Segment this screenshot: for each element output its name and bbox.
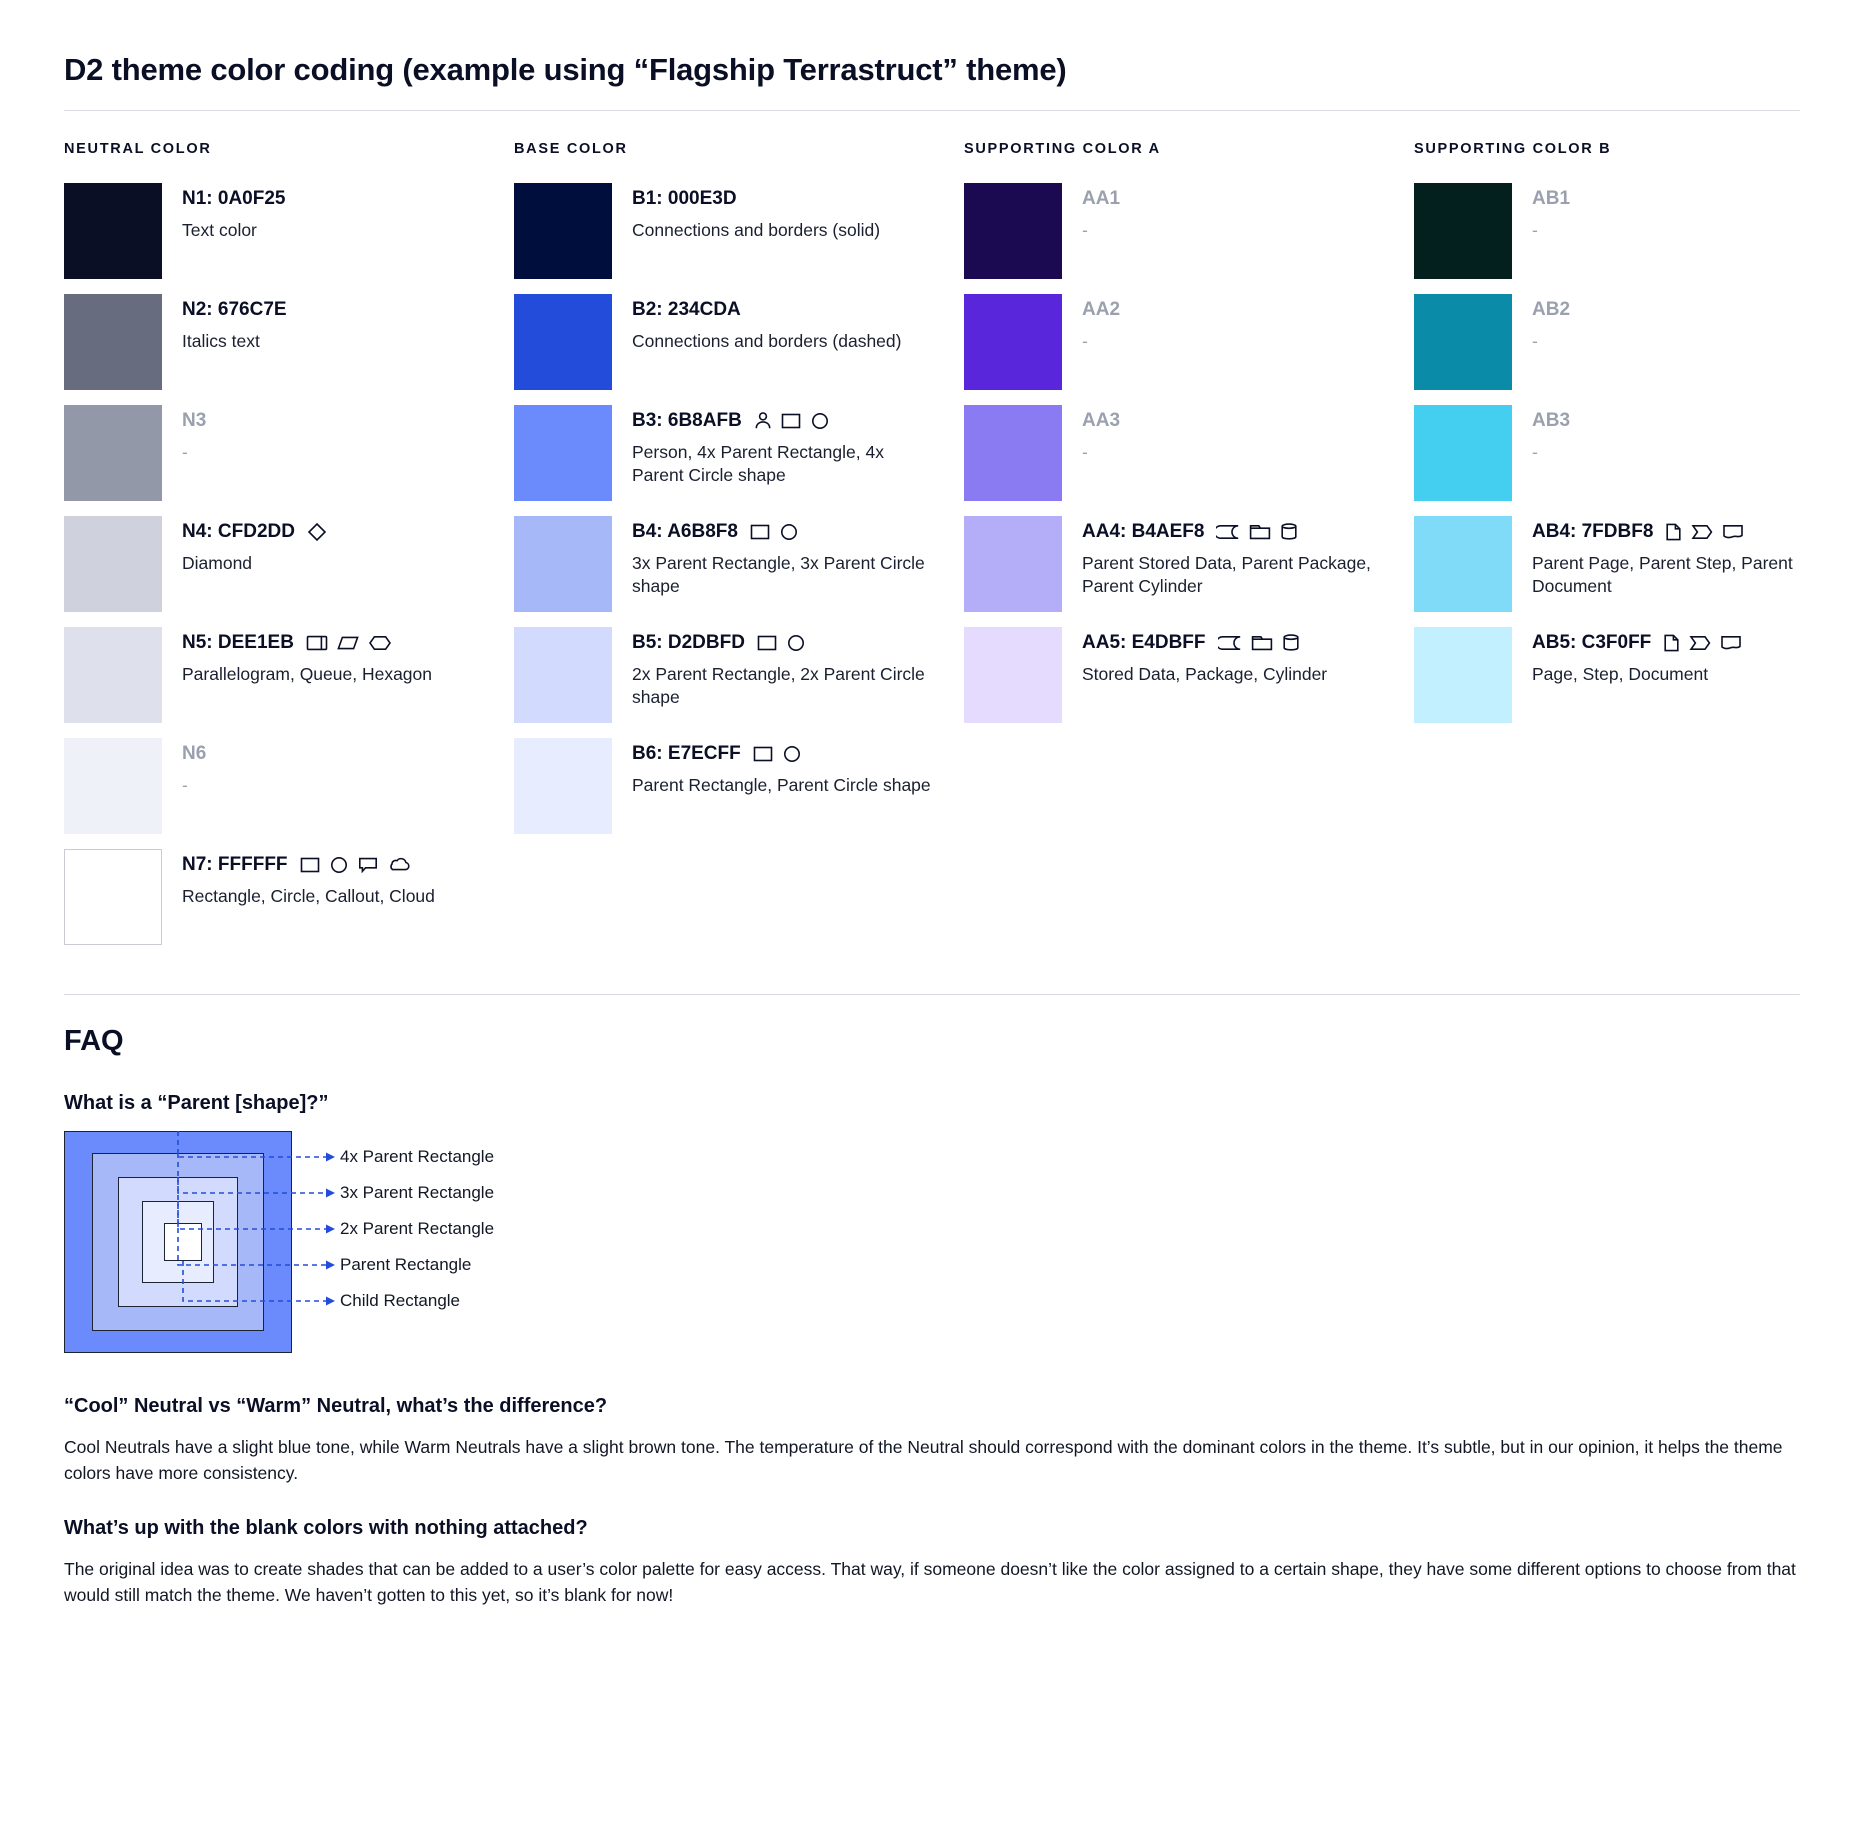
step-icon — [1691, 523, 1713, 541]
rectangle-icon — [757, 634, 777, 652]
person-icon — [754, 411, 772, 430]
faq-item-blank-colors — [64, 1517, 1800, 1609]
shape-icon-group — [306, 634, 392, 652]
shape-icon-group — [750, 523, 799, 541]
color-swatch — [964, 294, 1062, 390]
shape-icon-group — [300, 856, 411, 874]
swatch-description: - — [1532, 330, 1538, 351]
swatch-info — [1062, 405, 1120, 464]
swatch-description: Parent Page, Parent Step, Parent Document — [1532, 552, 1793, 597]
color-swatch-row — [64, 516, 514, 612]
shape-icon-group — [1216, 522, 1298, 541]
swatch-description: Rectangle, Circle, Callout, Cloud — [182, 885, 435, 906]
swatch-info — [612, 516, 932, 599]
color-swatch — [64, 405, 162, 501]
swatch-code: AA5: E4DBFF — [1082, 632, 1206, 653]
faq-question-3: What’s up with the blank colors with nothing attached? — [64, 1516, 588, 1539]
swatch-description: Stored Data, Package, Cylinder — [1082, 663, 1328, 684]
swatch-label — [632, 742, 931, 766]
swatch-code: N5: DEE1EB — [182, 632, 294, 653]
faq-answer-2: Cool Neutrals have a slight blue tone, while Warm Neutrals have a slight brown tone. The temperature of the Neutral should correspond with the dominant colors in the theme. It’s subtle, but in our opinion, it helps the theme colors have more consistency. — [64, 1437, 1783, 1484]
color-swatch-row — [514, 516, 964, 612]
swatch-description: - — [182, 441, 188, 462]
diagram-label: Child Rectangle — [340, 1291, 461, 1310]
swatch-code: AB1 — [1532, 188, 1571, 209]
swatch-info — [162, 516, 327, 575]
step-icon — [1689, 634, 1711, 652]
color-swatch-row — [64, 738, 514, 834]
color-swatch — [64, 627, 162, 723]
swatch-description: Italics text — [182, 330, 260, 351]
color-swatch-row — [514, 294, 964, 390]
swatch-info — [1062, 627, 1327, 686]
swatch-code: N1: 0A0F25 — [182, 188, 286, 209]
color-swatch-row — [514, 738, 964, 834]
color-column — [514, 141, 964, 960]
color-swatch-row — [1414, 294, 1864, 390]
swatch-info — [162, 294, 287, 353]
color-swatch — [1414, 405, 1512, 501]
shape-icon-group — [753, 745, 802, 763]
rectangle-icon — [750, 523, 770, 541]
diagram-label: 2x Parent Rectangle — [340, 1219, 495, 1238]
swatch-label — [1082, 409, 1120, 433]
column-heading: BASE COLOR — [514, 141, 628, 157]
swatch-code: B4: A6B8F8 — [632, 521, 738, 542]
swatch-label — [1532, 187, 1570, 211]
cloud-icon — [387, 856, 411, 874]
color-swatch-row — [964, 405, 1414, 501]
swatch-label — [182, 520, 327, 544]
swatch-label — [1082, 187, 1120, 211]
swatch-label — [182, 298, 287, 322]
color-swatch-row — [1414, 183, 1864, 279]
color-swatch-row — [64, 294, 514, 390]
swatch-label — [1532, 631, 1742, 655]
swatch-description: - — [1532, 219, 1538, 240]
color-swatch — [1414, 627, 1512, 723]
color-swatch — [1414, 183, 1512, 279]
rectangle-icon — [300, 856, 320, 874]
swatch-info — [1062, 294, 1120, 353]
faq-heading: FAQ — [64, 1025, 124, 1057]
swatch-label — [1082, 298, 1120, 322]
swatch-label — [182, 409, 206, 433]
color-swatch-row — [514, 627, 964, 723]
circle-icon — [782, 745, 802, 763]
swatch-label — [1082, 631, 1327, 655]
color-swatch-row — [964, 627, 1414, 723]
swatch-code: AB4: 7FDBF8 — [1532, 521, 1654, 542]
faq-item-parent-shape — [64, 1092, 1800, 1353]
diamond-icon — [307, 522, 327, 542]
swatch-info — [1062, 183, 1120, 242]
diagram-label: Parent Rectangle — [340, 1255, 472, 1274]
color-swatch — [964, 183, 1062, 279]
swatch-info — [612, 294, 901, 353]
shape-icon-group — [1663, 633, 1742, 653]
color-swatch-row — [1414, 516, 1864, 612]
page-icon — [1665, 522, 1682, 542]
shape-icon-group — [1218, 633, 1300, 652]
circle-icon — [786, 634, 806, 652]
page-icon — [1663, 633, 1680, 653]
swatch-description: 2x Parent Rectangle, 2x Parent Circle shape — [632, 663, 925, 708]
color-swatch-row — [64, 405, 514, 501]
swatch-code: AA4: B4AEF8 — [1082, 521, 1205, 542]
color-swatch-row — [64, 627, 514, 723]
color-swatch — [964, 516, 1062, 612]
cylinder-icon — [1280, 522, 1298, 541]
swatch-description: - — [1082, 441, 1088, 462]
title-divider — [64, 110, 1800, 111]
swatch-code: B1: 000E3D — [632, 188, 737, 209]
swatch-description: Diamond — [182, 552, 253, 573]
swatch-info — [612, 405, 932, 488]
swatch-info — [1512, 405, 1570, 464]
color-swatch-row — [64, 849, 514, 945]
color-swatch-row — [964, 183, 1414, 279]
swatch-label — [632, 409, 932, 433]
color-swatch — [514, 627, 612, 723]
swatch-label — [1532, 520, 1832, 544]
package-icon — [1249, 523, 1271, 541]
swatch-description: - — [1082, 330, 1088, 351]
rectangle-icon — [753, 745, 773, 763]
color-swatch — [514, 738, 612, 834]
swatch-info — [612, 627, 932, 710]
circle-icon — [779, 523, 799, 541]
swatch-code: AA3 — [1082, 410, 1121, 431]
swatch-code: N3 — [182, 410, 207, 431]
queue-icon — [306, 634, 328, 652]
swatch-description: - — [1082, 219, 1088, 240]
swatch-code: AA1 — [1082, 188, 1121, 209]
shape-icon-group — [1665, 522, 1744, 542]
swatch-code: B6: E7ECFF — [632, 743, 741, 764]
swatch-info — [1512, 183, 1570, 242]
swatch-description: 3x Parent Rectangle, 3x Parent Circle shape — [632, 552, 925, 597]
faq-question-1: What is a “Parent [shape]?” — [64, 1092, 329, 1114]
swatch-description: Page, Step, Document — [1532, 663, 1709, 684]
column-heading: SUPPORTING COLOR B — [1414, 141, 1612, 157]
swatch-info — [1062, 516, 1382, 599]
swatch-code: N6 — [182, 743, 207, 764]
shape-icon-group — [754, 411, 830, 430]
rectangle-icon — [781, 412, 801, 430]
swatch-label — [632, 298, 901, 322]
swatch-info — [612, 183, 880, 242]
faq-question-2: “Cool” Neutral vs “Warm” Neutral, what’s the difference? — [64, 1395, 608, 1417]
swatch-label — [632, 187, 880, 211]
swatch-info — [1512, 294, 1570, 353]
swatch-code: AB3 — [1532, 410, 1571, 431]
faq-item-cool-warm — [64, 1395, 1800, 1487]
callout-icon — [358, 856, 378, 874]
shape-icon-group — [757, 634, 806, 652]
swatch-label — [182, 742, 206, 766]
swatch-info — [162, 738, 206, 797]
swatch-description: Parent Stored Data, Parent Package, Parent Cylinder — [1082, 552, 1371, 597]
swatch-info — [1512, 627, 1742, 686]
faq-answer-3: The original idea was to create shades that can be added to a user’s color palette for easy access. That way, if someone doesn’t like the color assigned to a certain shape, they have some different options to choose from that would still match the theme. We haven’t gotten to this yet, so it’s blank for now! — [64, 1558, 1796, 1605]
color-swatch — [64, 849, 162, 945]
color-swatch — [964, 627, 1062, 723]
swatch-info — [612, 738, 931, 797]
diagram-label: 3x Parent Rectangle — [340, 1183, 495, 1202]
circle-icon — [810, 412, 830, 430]
color-swatch — [64, 294, 162, 390]
color-swatch — [514, 405, 612, 501]
document-icon — [1720, 634, 1742, 652]
faq-divider — [64, 994, 1800, 995]
package-icon — [1251, 634, 1273, 652]
swatch-code: AB5: C3F0FF — [1532, 632, 1652, 653]
color-swatch — [64, 183, 162, 279]
color-swatch-row — [514, 405, 964, 501]
swatch-code: N4: CFD2DD — [182, 521, 295, 542]
color-swatch-row — [964, 294, 1414, 390]
swatch-description: - — [1532, 441, 1538, 462]
color-swatch-row — [514, 183, 964, 279]
swatch-label — [1532, 298, 1570, 322]
swatch-description: - — [182, 774, 188, 795]
color-column — [1414, 141, 1864, 960]
color-swatch — [1414, 516, 1512, 612]
column-heading: NEUTRAL COLOR — [64, 141, 212, 157]
stored-data-icon — [1218, 634, 1242, 652]
color-columns — [64, 141, 1800, 960]
column-heading: SUPPORTING COLOR A — [964, 141, 1161, 157]
cylinder-icon — [1282, 633, 1300, 652]
shape-icon-group — [307, 522, 327, 542]
swatch-code: B3: 6B8AFB — [632, 410, 742, 431]
color-swatch-row — [64, 183, 514, 279]
color-swatch-row — [964, 516, 1414, 612]
swatch-info — [162, 849, 435, 908]
swatch-code: B5: D2DBFD — [632, 632, 745, 653]
swatch-label — [182, 853, 435, 877]
color-swatch — [64, 738, 162, 834]
swatch-code: AA2 — [1082, 299, 1121, 320]
color-swatch — [1414, 294, 1512, 390]
page-title: D2 theme color coding (example using “Flagship Terrastruct” theme) — [64, 52, 1067, 87]
swatch-description: Person, 4x Parent Rectangle, 4x Parent Circle shape — [632, 441, 884, 486]
document-icon — [1722, 523, 1744, 541]
color-column — [964, 141, 1414, 960]
swatch-label — [632, 520, 932, 544]
color-swatch-row — [1414, 627, 1864, 723]
swatch-code: N7: FFFFFF — [182, 854, 288, 875]
swatch-code: AB2 — [1532, 299, 1571, 320]
swatch-code: B2: 234CDA — [632, 299, 741, 320]
swatch-info — [1512, 516, 1832, 599]
color-swatch — [964, 405, 1062, 501]
swatch-label — [632, 631, 932, 655]
color-swatch — [514, 294, 612, 390]
stored-data-icon — [1216, 523, 1240, 541]
diagram-label: 4x Parent Rectangle — [340, 1147, 495, 1166]
swatch-info — [162, 183, 286, 242]
swatch-description: Text color — [182, 219, 257, 240]
swatch-label — [1532, 409, 1570, 433]
parallelogram-icon — [337, 634, 359, 652]
swatch-code: N2: 676C7E — [182, 299, 287, 320]
swatch-description: Connections and borders (dashed) — [632, 330, 902, 351]
color-swatch — [64, 516, 162, 612]
color-column — [64, 141, 514, 960]
circle-icon — [329, 856, 349, 874]
swatch-label — [182, 631, 432, 655]
swatch-description: Parent Rectangle, Parent Circle shape — [632, 774, 931, 795]
color-swatch — [514, 516, 612, 612]
hexagon-icon — [368, 634, 392, 652]
swatch-description: Connections and borders (solid) — [632, 219, 881, 240]
parent-shape-diagram — [64, 1131, 1800, 1353]
swatch-label — [182, 187, 286, 211]
swatch-description: Parallelogram, Queue, Hexagon — [182, 663, 433, 684]
swatch-info — [162, 627, 432, 686]
swatch-info — [162, 405, 206, 464]
color-swatch — [514, 183, 612, 279]
swatch-label — [1082, 520, 1382, 544]
color-swatch-row — [1414, 405, 1864, 501]
